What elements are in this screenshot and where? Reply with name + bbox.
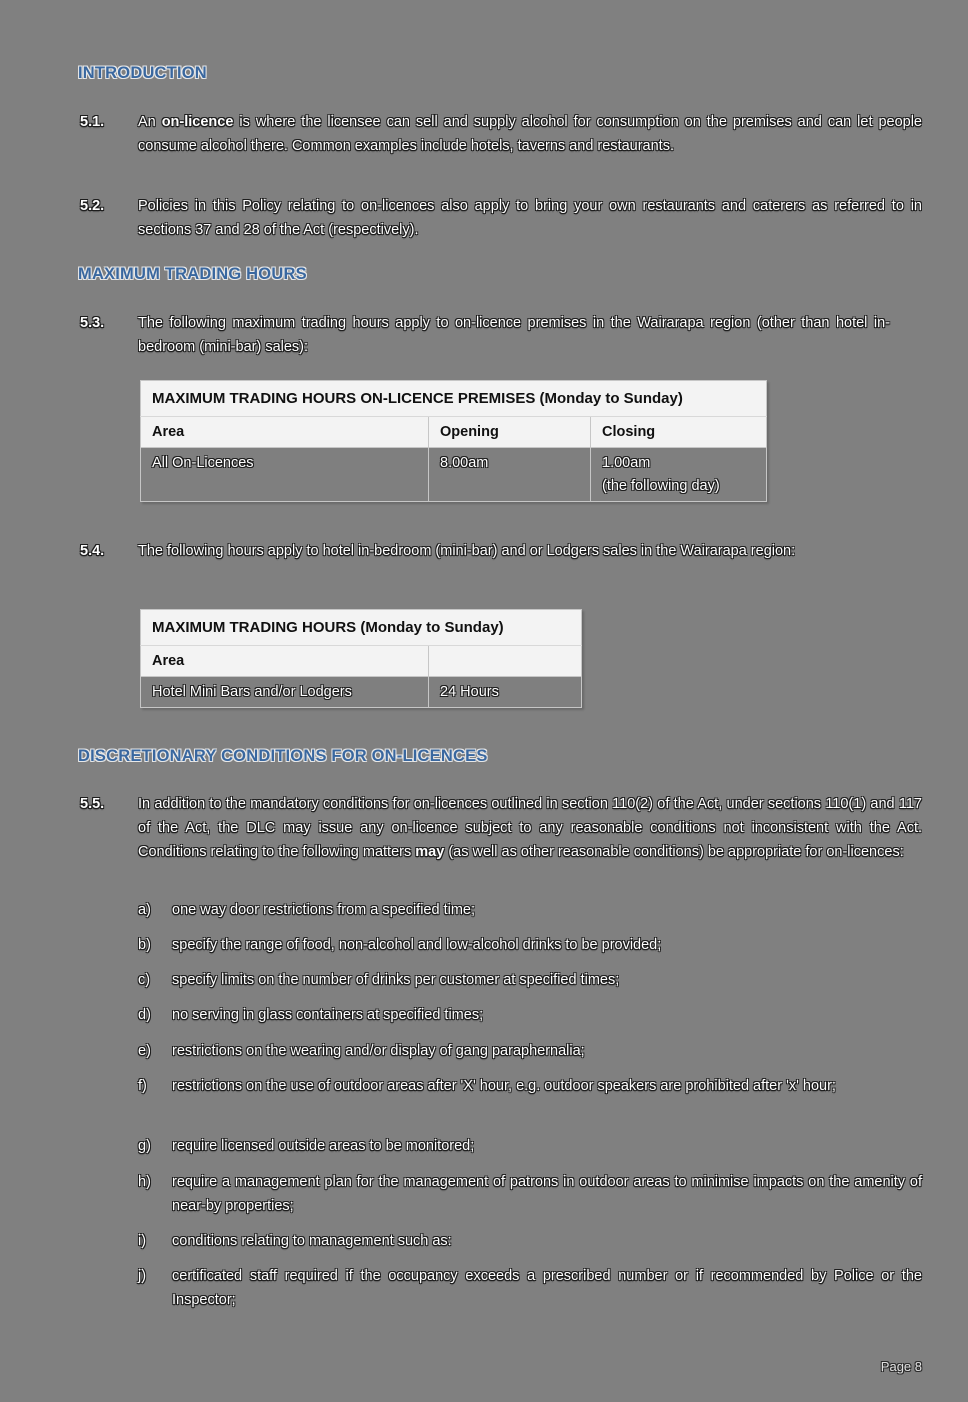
- paragraph-5-1-text: [138, 110, 922, 158]
- table-mini-bar-trading-hours: [140, 609, 582, 708]
- list-item-letter: a): [138, 902, 151, 918]
- table-row: [141, 677, 582, 708]
- paragraph-5-5-lead: In addition to the mandatory conditions for on-licences outlined in section 110(2) of the Act, under sections 110(1) and 117 of the Act, the DLC may issue any on-licence subject to any reasonable conditions not inconsistent with the Act. Conditions relating to the following matters: [138, 796, 922, 860]
- list-item-text: one way door restrictions from a specified time;: [172, 902, 476, 918]
- list-item-condition-g: [138, 1134, 922, 1158]
- list-item-condition-h: [138, 1170, 922, 1218]
- cell-closing: [591, 448, 767, 502]
- footer-page-number: Page 8: [880, 1359, 922, 1374]
- list-item-condition-d: [138, 1003, 922, 1027]
- list-item-text: restrictions on the wearing and/or display of gang paraphernalia;: [172, 1043, 585, 1059]
- list-item-letter: i): [138, 1233, 147, 1249]
- list-item-text: specify the range of food, non-alcohol and low-alcohol drinks to be provided;: [172, 937, 662, 953]
- list-item-letter: b): [138, 937, 151, 953]
- list-item-letter: e): [138, 1043, 151, 1059]
- cell-closing-note: (the following day): [602, 478, 720, 494]
- table-mini-bar-title: MAXIMUM TRADING HOURS (Monday to Sunday): [141, 610, 582, 646]
- list-item-text: restrictions on the use of outdoor areas after 'X' hour, e.g. outdoor speakers are prohibited after 'x' hour;: [172, 1078, 836, 1094]
- paragraph-5-3: [80, 311, 890, 359]
- list-item-condition-f: [138, 1074, 922, 1098]
- paragraph-5-4-number: 5.4.: [80, 543, 105, 559]
- paragraph-5-5-text: [138, 792, 922, 864]
- list-item-condition-b: [138, 933, 922, 957]
- list-item-text: require licensed outside areas to be monitored;: [172, 1138, 475, 1154]
- table-on-licence-col-opening: Opening: [429, 417, 591, 448]
- list-item-condition-i: [138, 1229, 922, 1253]
- heading-introduction: INTRODUCTION: [78, 64, 207, 82]
- list-item-condition-j: [138, 1264, 922, 1312]
- cell-closing-time: 1.00am: [602, 455, 651, 471]
- table-on-licence-col-closing: Closing: [591, 417, 767, 448]
- paragraph-5-1-bold-term: on-licence: [161, 114, 234, 130]
- paragraph-5-2-number: 5.2.: [80, 198, 105, 214]
- table-on-licence-title: MAXIMUM TRADING HOURS ON-LICENCE PREMISES (Monday to Sunday): [141, 381, 767, 417]
- paragraph-5-2-text: Policies in this Policy relating to on-licences also apply to bring your own restaurants and caterers as referred to in sections 37 and 28 of the Act (respectively).: [138, 198, 922, 238]
- table-mini-bar-col-area: Area: [141, 646, 429, 677]
- table-on-licence-title-row: [141, 381, 767, 417]
- heading-discretionary-conditions: DISCRETIONARY CONDITIONS FOR ON-LICENCES: [78, 747, 488, 765]
- paragraph-5-5: [80, 792, 922, 864]
- paragraph-5-5-rest: (as well as other reasonable conditions) be appropriate for on-licences:: [444, 844, 904, 860]
- table-mini-bar-col-blank: [429, 646, 582, 677]
- list-item-condition-c: [138, 968, 922, 992]
- paragraph-5-5-bold-term: may: [415, 844, 445, 860]
- cell-opening: 8.00am: [429, 448, 591, 502]
- list-item-letter: h): [138, 1174, 151, 1190]
- table-mini-bar-title-row: [141, 610, 582, 646]
- list-item-letter: g): [138, 1138, 151, 1154]
- heading-maximum-trading-hours: MAXIMUM TRADING HOURS: [78, 265, 307, 283]
- list-item-text: specify limits on the number of drinks per customer at specified times;: [172, 972, 620, 988]
- cell-area: Hotel Mini Bars and/or Lodgers: [141, 677, 429, 708]
- cell-hours: 24 Hours: [429, 677, 582, 708]
- paragraph-5-1-number: 5.1.: [80, 114, 105, 130]
- cell-area: All On-Licences: [141, 448, 429, 502]
- table-on-licence-trading-hours: [140, 380, 767, 502]
- paragraph-5-3-number: 5.3.: [80, 315, 105, 331]
- paragraph-5-1: [80, 110, 922, 158]
- list-item-condition-a: [138, 898, 922, 922]
- paragraph-5-2: [80, 194, 922, 242]
- list-item-letter: j): [138, 1268, 147, 1284]
- table-mini-bar-header-row: [141, 646, 582, 677]
- table-on-licence-col-area: Area: [141, 417, 429, 448]
- list-item-text: certificated staff required if the occupancy exceeds a prescribed number or if recommended by Police or the Inspector;: [172, 1268, 922, 1308]
- paragraph-5-4-text: The following hours apply to hotel in-bedroom (mini-bar) and or Lodgers sales in the Wairarapa region:: [138, 543, 796, 559]
- list-item-text: require a management plan for the management of patrons in outdoor areas to minimise impacts on the amenity of near-by properties;: [172, 1174, 922, 1214]
- table-row: [141, 448, 767, 502]
- list-item-letter: c): [138, 972, 151, 988]
- list-item-text: no serving in glass containers at specified times;: [172, 1007, 484, 1023]
- table-on-licence-header-row: [141, 417, 767, 448]
- list-item-letter: d): [138, 1007, 151, 1023]
- list-item-letter: f): [138, 1078, 147, 1094]
- paragraph-5-1-rest: is where the licensee can sell and supply alcohol for consumption on the premises and can let people consume alcohol there. Common examples include hotels, taverns and restaurants.: [138, 114, 922, 154]
- paragraph-5-4: [80, 539, 890, 563]
- paragraph-5-3-text: The following maximum trading hours apply to on-licence premises in the Wairarapa region (other than hotel in-bedroom (mini-bar) sales):: [138, 315, 890, 355]
- list-item-condition-e: [138, 1039, 922, 1063]
- paragraph-5-1-lead: An: [138, 114, 162, 130]
- paragraph-5-5-number: 5.5.: [80, 796, 105, 812]
- list-item-text: conditions relating to management such as:: [172, 1233, 452, 1249]
